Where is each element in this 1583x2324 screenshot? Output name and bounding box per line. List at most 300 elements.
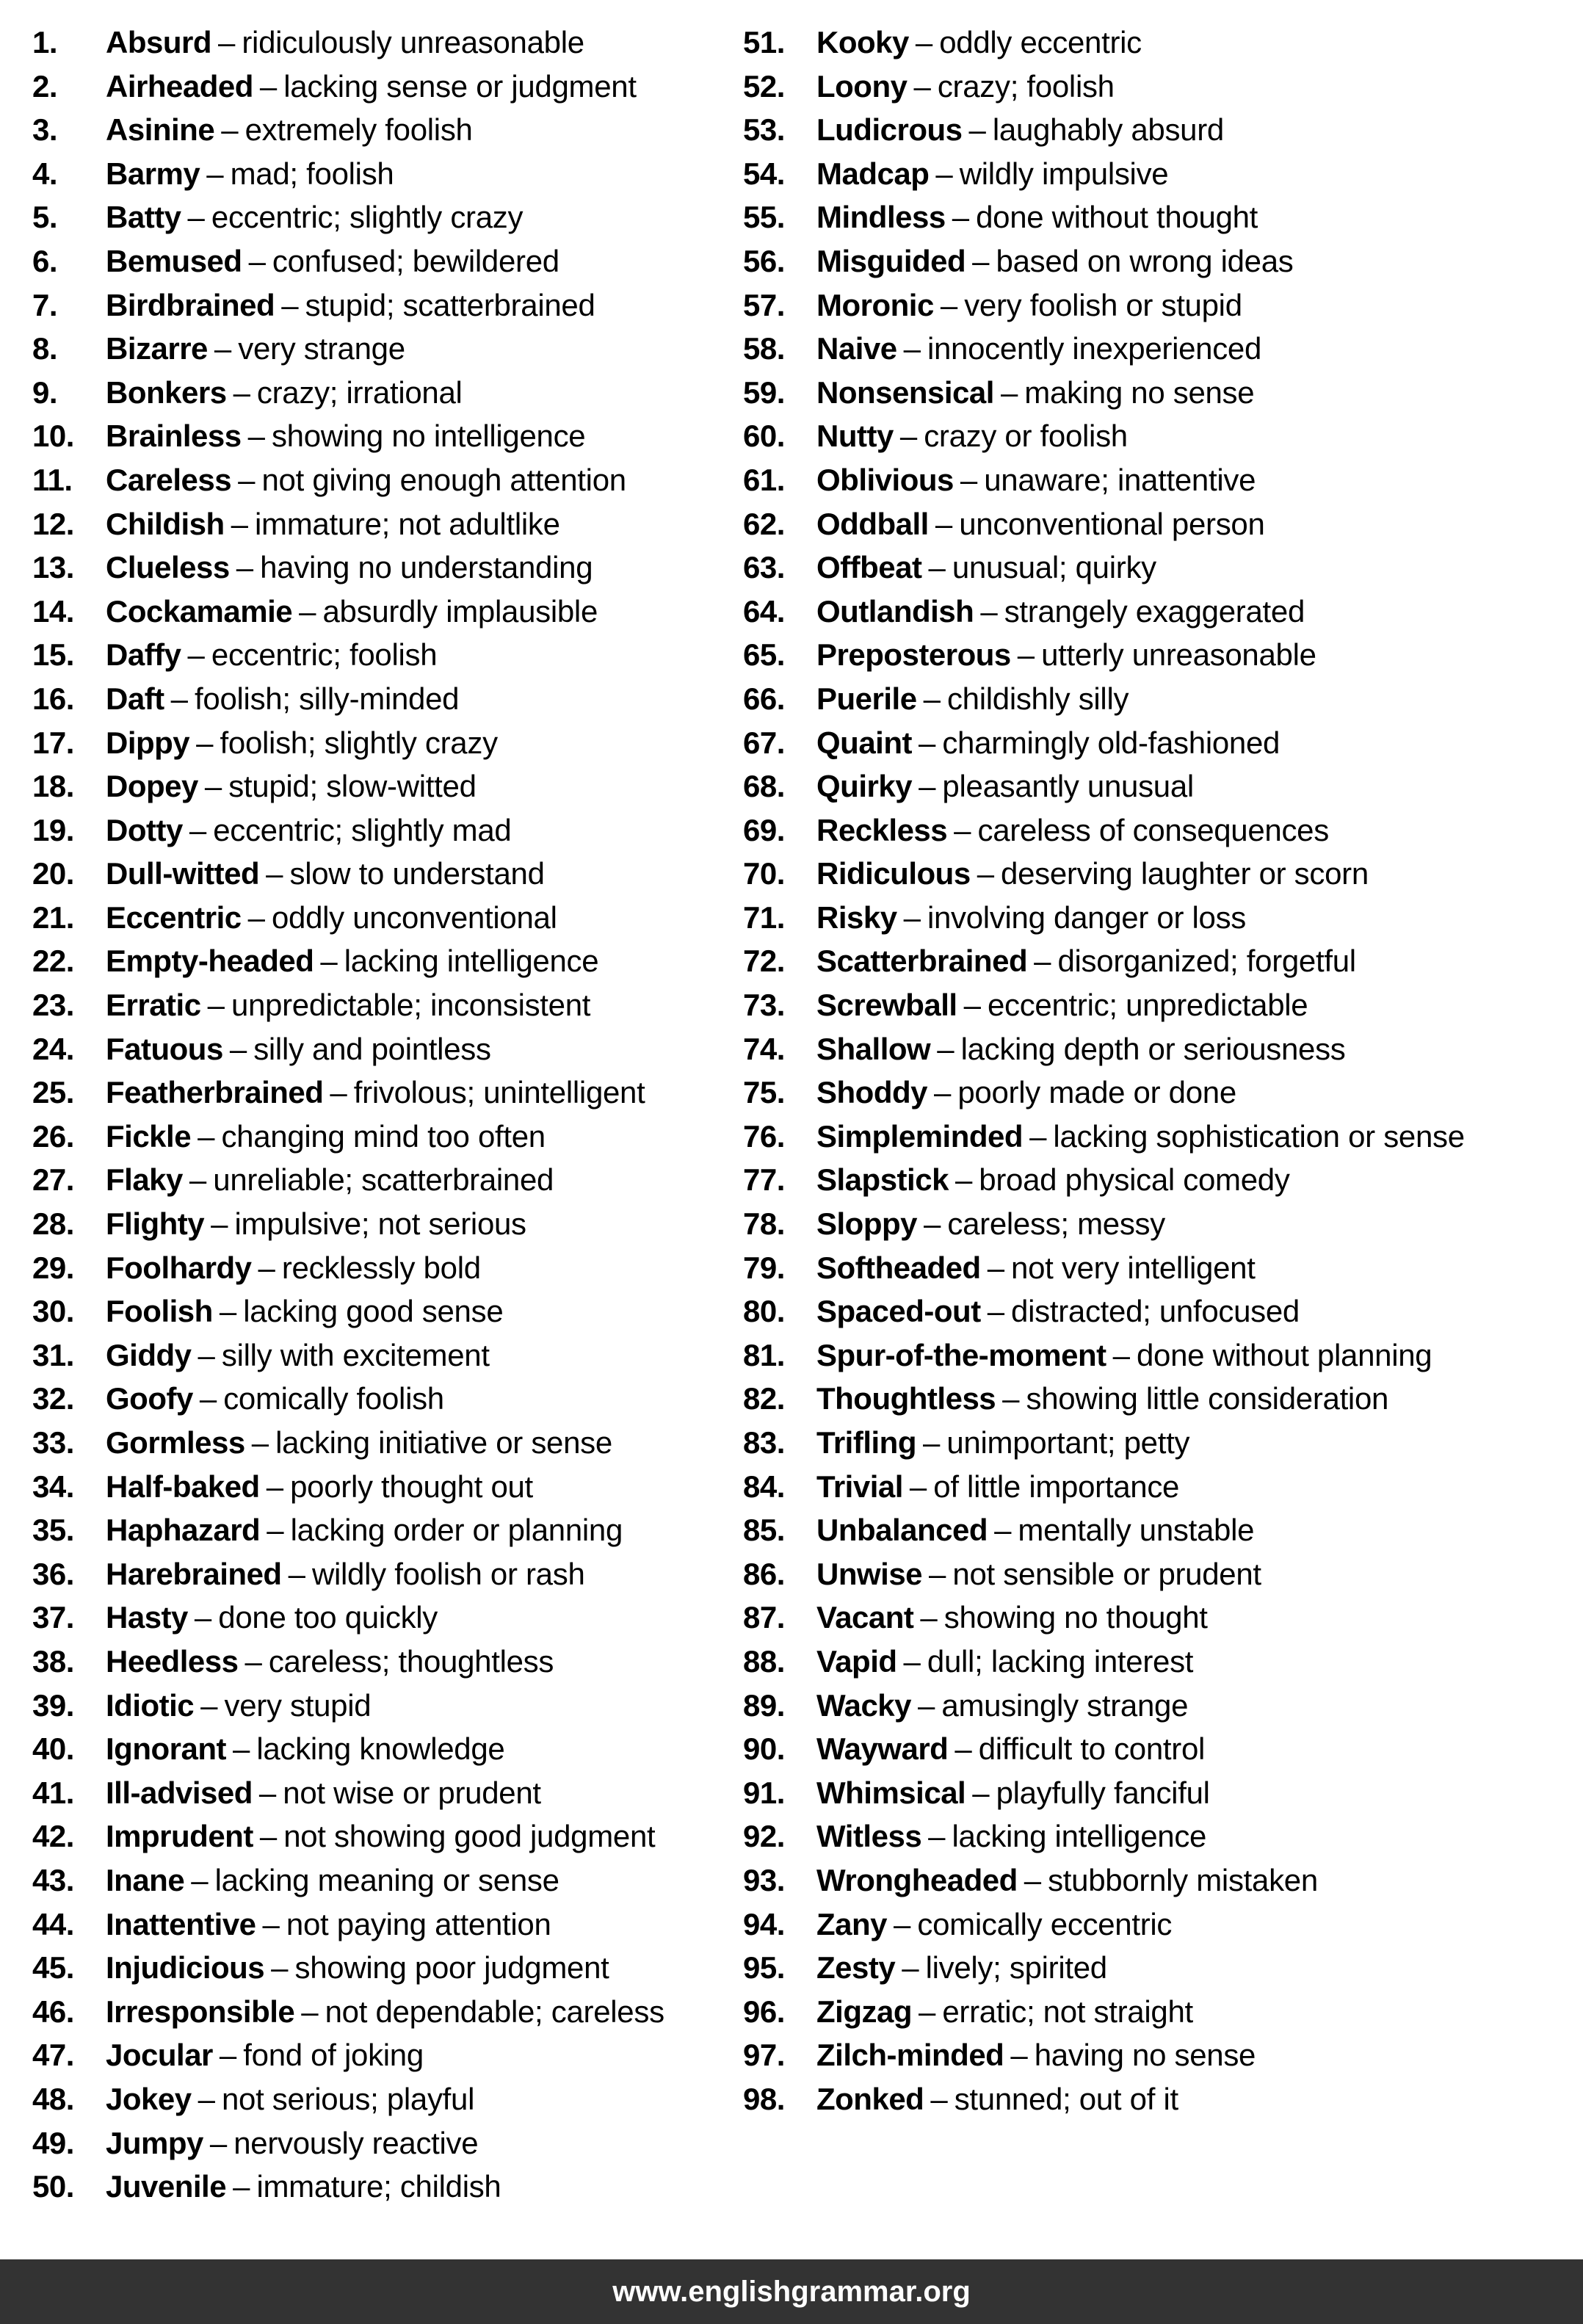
word-entry [32,414,734,458]
word-entry-term: Oblivious [816,462,954,497]
word-entry [32,896,734,940]
word-entry [32,546,734,590]
word-entry-dash: – [987,1294,1005,1329]
word-entry-dash: – [196,725,214,760]
word-entry-term: Moronic [816,287,934,322]
word-entry-term: Empty-headed [106,944,314,979]
word-entry-dash: – [219,2038,237,2073]
word-entry-dash: – [194,1600,212,1635]
word-entry-term: Shoddy [816,1075,927,1110]
word-entry-number: 13. [32,550,74,585]
word-entry [743,1684,1583,1728]
word-entry [32,1858,734,1903]
word-entry-definition: showing little consideration [1026,1381,1389,1416]
word-entry-dash: – [221,112,239,148]
word-entry-term: Wrongheaded [816,1862,1018,1897]
word-entry-dash: – [198,2081,215,2116]
word-entry [32,590,734,634]
word-entry-term: Zigzag [816,1994,912,2029]
word-entry-definition: unpredictable; inconsistent [231,988,591,1023]
word-entry-dash: – [903,899,921,935]
word-entry-definition: wildly foolish or rash [311,1556,585,1591]
word-entry [32,1684,734,1728]
word-entry-number: 56. [743,243,785,278]
word-entry-number: 69. [743,812,785,847]
word-entry-dash: – [977,856,995,891]
word-entry-term: Vapid [816,1643,897,1679]
word-entry-definition: careless of consequences [977,812,1329,847]
word-entry-term: Zilch-minded [816,2038,1004,2073]
word-entry-dash: – [281,287,299,322]
word-entry-term: Imprudent [106,1819,253,1854]
word-entry [32,1903,734,1947]
word-entry-dash: – [266,856,283,891]
word-entry [743,1858,1583,1903]
word-entry-definition: poorly thought out [290,1469,533,1504]
word-entry-number: 87. [743,1600,785,1635]
word-entry-definition: comically foolish [223,1381,444,1416]
word-entry-number: 47. [32,2038,74,2073]
word-entry-term: Whimsical [816,1775,966,1810]
word-entry-term: Ignorant [106,1731,226,1767]
word-entry [743,152,1583,196]
word-entry-term: Dopey [106,769,198,804]
word-entry [32,1202,734,1246]
word-entry-definition: not showing good judgment [283,1819,656,1854]
word-entry-term: Offbeat [816,550,922,585]
word-entry-dash: – [963,988,981,1023]
word-entry-term: Asinine [106,112,215,148]
word-entry-definition: lacking meaning or sense [214,1862,559,1897]
word-entry-definition: silly with excitement [221,1337,490,1372]
word-entry-definition: not dependable; careless [325,1994,664,2029]
word-entry [743,1289,1583,1333]
word-entry-definition: distracted; unfocused [1011,1294,1300,1329]
word-entry [32,1158,734,1202]
word-entry-number: 62. [743,506,785,541]
word-entry-number: 21. [32,899,74,935]
word-entry-definition: not very intelligent [1011,1250,1256,1285]
word-entry-dash: – [952,200,970,235]
word-entry-number: 54. [743,156,785,191]
word-entry-definition: crazy; foolish [937,68,1115,104]
word-entry-definition: done without planning [1136,1337,1432,1372]
word-entry-term: Eccentric [106,899,242,935]
word-entry [743,1115,1583,1159]
word-entry-number: 53. [743,112,785,148]
word-entry-term: Birdbrained [106,287,275,322]
word-entry-term: Spur-of-the-moment [816,1337,1106,1372]
word-entry-definition: impulsive; not serious [234,1206,526,1242]
word-entry-term: Madcap [816,156,930,191]
word-entry-definition: not paying attention [286,1906,551,1941]
word-entry [743,414,1583,458]
word-entry [32,1465,734,1509]
word-entry-number: 17. [32,725,74,760]
word-entry-definition: absurdly implausible [322,593,598,629]
word-entry-number: 98. [743,2081,785,2116]
word-entry-term: Ludicrous [816,112,963,148]
word-entry-dash: – [929,1556,946,1591]
word-entry-definition: frivolous; unintelligent [353,1075,645,1110]
word-entry-term: Wayward [816,1731,949,1767]
word-entry-definition: unaware; inattentive [984,462,1256,497]
word-entry [743,108,1583,152]
word-entry [32,1115,734,1159]
word-entry-dash: – [267,1513,284,1548]
word-entry-number: 82. [743,1381,785,1416]
word-entry-number: 46. [32,1994,74,2029]
word-entry-dash: – [204,769,222,804]
word-entry [32,1071,734,1115]
word-entry [32,1814,734,1858]
word-entry-term: Dull-witted [106,856,260,891]
word-entry-dash: – [258,1775,277,1810]
word-entry-number: 39. [32,1687,74,1723]
word-entry-number: 31. [32,1337,74,1372]
word-entry [743,546,1583,590]
word-entry-number: 89. [743,1687,785,1723]
word-entry-dash: – [209,2125,228,2160]
word-entry [32,852,734,896]
word-entry-term: Screwball [816,988,957,1023]
word-entry-term: Airheaded [106,68,253,104]
word-entry-number: 67. [743,725,785,760]
word-entry-number: 49. [32,2125,74,2160]
word-entry-definition: broad physical comedy [979,1162,1290,1198]
word-entry-term: Oddball [816,506,929,541]
word-entry-term: Mindless [816,200,946,235]
word-entry-number: 79. [743,1250,785,1285]
word-entry-term: Fatuous [106,1031,223,1066]
word-entry-term: Vacant [816,1600,914,1635]
word-entry-definition: showing no intelligence [271,419,586,454]
word-entry-dash: – [972,1775,990,1810]
word-entry-term: Trifling [816,1425,916,1460]
word-entry-dash: – [262,1906,280,1941]
word-entry-term: Flighty [106,1206,205,1242]
word-entry-dash: – [924,1206,941,1242]
word-entry-dash: – [894,1906,911,1941]
word-entry-definition: involving danger or loss [927,899,1246,935]
word-entry-term: Scatterbrained [816,944,1028,979]
word-entry [743,2033,1583,2077]
word-entry-definition: eccentric; slightly mad [213,812,512,847]
word-entry-dash: – [899,419,918,454]
word-entry-number: 9. [32,374,58,410]
word-entry-term: Absurd [106,25,211,59]
word-entry-dash: – [247,419,265,454]
word-entry-term: Zany [816,1906,888,1941]
word-entry-definition: having no understanding [260,550,593,585]
word-entry-number: 19. [32,812,74,847]
word-entry-term: Haphazard [106,1513,261,1548]
word-entry [32,2077,734,2121]
word-entry-dash: – [299,593,316,629]
word-entry-dash: – [191,1862,209,1897]
word-entry-number: 52. [743,68,785,104]
word-entry [743,21,1583,65]
word-entry-dash: – [248,243,266,278]
footer-website-url: www.englishgrammar.org [612,2275,971,2308]
word-entry-definition: lacking sense or judgment [283,68,637,104]
word-entry [743,677,1583,721]
word-entry-dash: – [994,1513,1012,1548]
word-entry-definition: stupid; slow-witted [228,769,477,804]
word-entry-number: 35. [32,1513,74,1548]
word-entry [32,21,734,65]
word-entry-definition: ridiculously unreasonable [242,25,584,59]
word-entry-term: Goofy [106,1381,193,1416]
word-entry-term: Irresponsible [106,1994,295,2029]
word-entry [32,1246,734,1290]
word-entry-definition: very strange [238,331,405,366]
word-entry-number: 92. [743,1819,785,1854]
word-entry-term: Foolhardy [106,1250,252,1285]
word-entry [743,1552,1583,1596]
word-entry-dash: – [233,374,250,410]
word-entry-definition: based on wrong ideas [996,243,1294,278]
word-entry-number: 75. [743,1075,785,1110]
word-entry-definition: slow to understand [289,856,545,891]
word-entry [32,1640,734,1684]
word-entry [743,1246,1583,1290]
word-entry-number: 27. [32,1162,74,1198]
word-entry-term: Kooky [816,25,909,59]
word-entry-term: Quirky [816,769,913,804]
word-entry-dash: – [259,1819,278,1854]
word-entry-term: Reckless [816,812,948,847]
word-entry-dash: – [236,550,254,585]
word-entry-term: Bemused [106,243,242,278]
word-list-column-left [0,21,734,2259]
word-entry-term: Gormless [106,1425,245,1460]
word-entry-definition: immature; childish [256,2169,501,2204]
word-entry [32,2033,734,2077]
word-entry-number: 15. [32,637,74,673]
word-entry [32,1946,734,1990]
word-entry-number: 59. [743,374,785,410]
word-entry-term: Trivial [816,1469,903,1504]
word-entry [32,239,734,283]
word-entry-dash: – [301,1994,319,2029]
word-entry-dash: – [1000,374,1018,410]
word-entry-number: 1. [32,25,58,59]
word-entry-definition: careless; messy [947,1206,1165,1242]
word-entry-definition: unreliable; scatterbrained [213,1162,554,1198]
word-entry-number: 57. [743,287,785,322]
word-entry-dash: – [915,25,933,59]
word-entry-number: 45. [32,1950,74,1985]
word-entry-dash: – [206,156,224,191]
word-entry-dash: – [189,1162,207,1198]
word-entry-definition: crazy; irrational [256,374,463,410]
word-entry-dash: – [919,1994,936,2029]
word-entry-term: Jocular [106,2038,213,2073]
word-entry-number: 7. [32,287,58,322]
word-entry-definition: stupid; scatterbrained [305,287,595,322]
word-entry [743,1202,1583,1246]
word-entry-term: Slapstick [816,1162,949,1198]
word-entry-term: Fickle [106,1118,192,1154]
word-entry-number: 58. [743,331,785,366]
word-entry-definition: very foolish or stupid [964,287,1242,322]
word-entry [32,1421,734,1465]
word-entry-number: 23. [32,988,74,1023]
word-entry [743,633,1583,677]
word-entry-dash: – [903,331,921,366]
word-entry-dash: – [934,1075,952,1110]
word-entry [32,1377,734,1421]
word-entry [743,239,1583,283]
word-entry-dash: – [229,1031,247,1066]
word-entry-dash: – [170,681,189,716]
word-entry-definition: changing mind too often [221,1118,546,1154]
word-entry-number: 88. [743,1643,785,1679]
word-entry-number: 65. [743,637,785,673]
word-entry-term: Dippy [106,725,190,760]
word-entry [743,852,1583,896]
word-entry-number: 73. [743,988,785,1023]
word-entry-term: Nutty [816,419,894,454]
word-entry-definition: done too quickly [218,1600,438,1635]
word-entry-definition: showing no thought [943,1600,1208,1635]
word-entry-dash: – [200,1687,218,1723]
word-entry-number: 72. [743,944,785,979]
word-entry-dash: – [1029,1118,1047,1154]
word-entry-definition: oddly eccentric [939,25,1142,59]
word-entry [743,2077,1583,2121]
word-entry-term: Jokey [106,2081,192,2116]
word-entry-dash: – [1112,1337,1130,1372]
word-entry [32,721,734,765]
word-entry-term: Inattentive [106,1906,256,1941]
word-entry-definition: unconventional person [959,506,1265,541]
word-entry [743,1377,1583,1421]
word-entry-number: 18. [32,769,74,804]
word-entry-number: 42. [32,1819,74,1854]
word-entry-number: 64. [743,593,785,629]
word-entry-definition: lacking intelligence [952,1819,1207,1854]
word-entry-definition: lacking good sense [243,1294,504,1329]
word-entry-number: 20. [32,856,74,891]
word-entry-number: 61. [743,462,785,497]
word-entry-number: 4. [32,156,58,191]
word-entry [32,2121,734,2165]
word-entry-definition: lacking initiative or sense [275,1425,612,1460]
word-entry [743,1946,1583,1990]
word-entry-dash: – [935,156,953,191]
word-entry-number: 34. [32,1469,74,1504]
word-entry-term: Quaint [816,725,912,760]
word-entry-definition: having no sense [1034,2038,1256,2073]
word-entry-dash: – [930,2081,948,2116]
word-entry [743,721,1583,765]
word-entry-definition: playfully fanciful [996,1775,1210,1810]
word-entry-dash: – [919,725,936,760]
word-entry-term: Dotty [106,812,183,847]
word-entry [32,152,734,196]
word-entry [743,371,1583,415]
word-entry-term: Spaced-out [816,1294,981,1329]
word-entry-number: 55. [743,200,785,235]
word-entry-definition: not serious; playful [221,2081,475,2116]
word-entry-number: 14. [32,593,74,629]
word-entry [743,1027,1583,1071]
word-entry-number: 10. [32,419,74,454]
word-entry-term: Softheaded [816,1250,981,1285]
word-entry-term: Flaky [106,1162,183,1198]
word-entry-dash: – [187,200,205,235]
word-entry-definition: poorly made or done [957,1075,1236,1110]
word-entry-definition: charmingly old-fashioned [942,725,1280,760]
word-entry-definition: utterly unreasonable [1041,637,1316,673]
word-entry-definition: stunned; out of it [954,2081,1178,2116]
word-entry-number: 71. [743,899,785,935]
word-entry [743,590,1583,634]
word-entry-term: Clueless [106,550,230,585]
word-entry-definition: wildly impulsive [959,156,1169,191]
word-entry-number: 77. [743,1162,785,1198]
word-entry-definition: making no sense [1024,374,1255,410]
word-entry-number: 33. [32,1425,74,1460]
word-entry-number: 29. [32,1250,74,1285]
word-entry-number: 37. [32,1600,74,1635]
word-entry-number: 43. [32,1862,74,1897]
word-entry [32,108,734,152]
word-entry-dash: – [271,1950,289,1985]
word-entry [743,1640,1583,1684]
word-entry [743,1903,1583,1947]
word-entry-definition: lacking knowledge [256,1731,505,1767]
word-entry-dash: – [218,25,236,59]
word-entry-dash: – [954,1162,973,1198]
word-entry [743,983,1583,1027]
word-entry-definition: mad; foolish [230,156,394,191]
word-entry-term: Barmy [106,156,200,191]
word-entry-dash: – [919,769,936,804]
word-entry [32,808,734,853]
word-entry-dash: – [231,506,249,541]
word-entry [743,1333,1583,1378]
word-entry-dash: – [918,1687,935,1723]
word-entry [743,1771,1583,1815]
word-entry-definition: unusual; quirky [952,550,1156,585]
word-entry-dash: – [219,1294,237,1329]
word-entry [32,195,734,239]
word-entry-term: Sloppy [816,1206,918,1242]
word-entry-term: Injudicious [106,1950,265,1985]
word-entry-dash: – [187,637,205,673]
word-entry-number: 78. [743,1206,785,1242]
word-entry-dash: – [903,1643,921,1679]
word-entry-dash: – [1010,2038,1028,2073]
word-entry [743,283,1583,327]
word-entry-definition: foolish; slightly crazy [220,725,498,760]
word-entry-number: 3. [32,112,58,148]
word-entry-number: 24. [32,1031,74,1066]
word-entry-definition: lacking sophistication or sense [1053,1118,1465,1154]
word-entry-definition: careless; thoughtless [268,1643,554,1679]
word-entry-term: Batty [106,200,181,235]
word-entry-number: 51. [743,25,785,59]
word-entry [743,327,1583,371]
word-entry-dash: – [233,2169,250,2204]
word-entry-term: Witless [816,1819,922,1854]
word-entry-dash: – [266,1469,284,1504]
word-entry-number: 40. [32,1731,74,1767]
word-entry-dash: – [980,593,998,629]
